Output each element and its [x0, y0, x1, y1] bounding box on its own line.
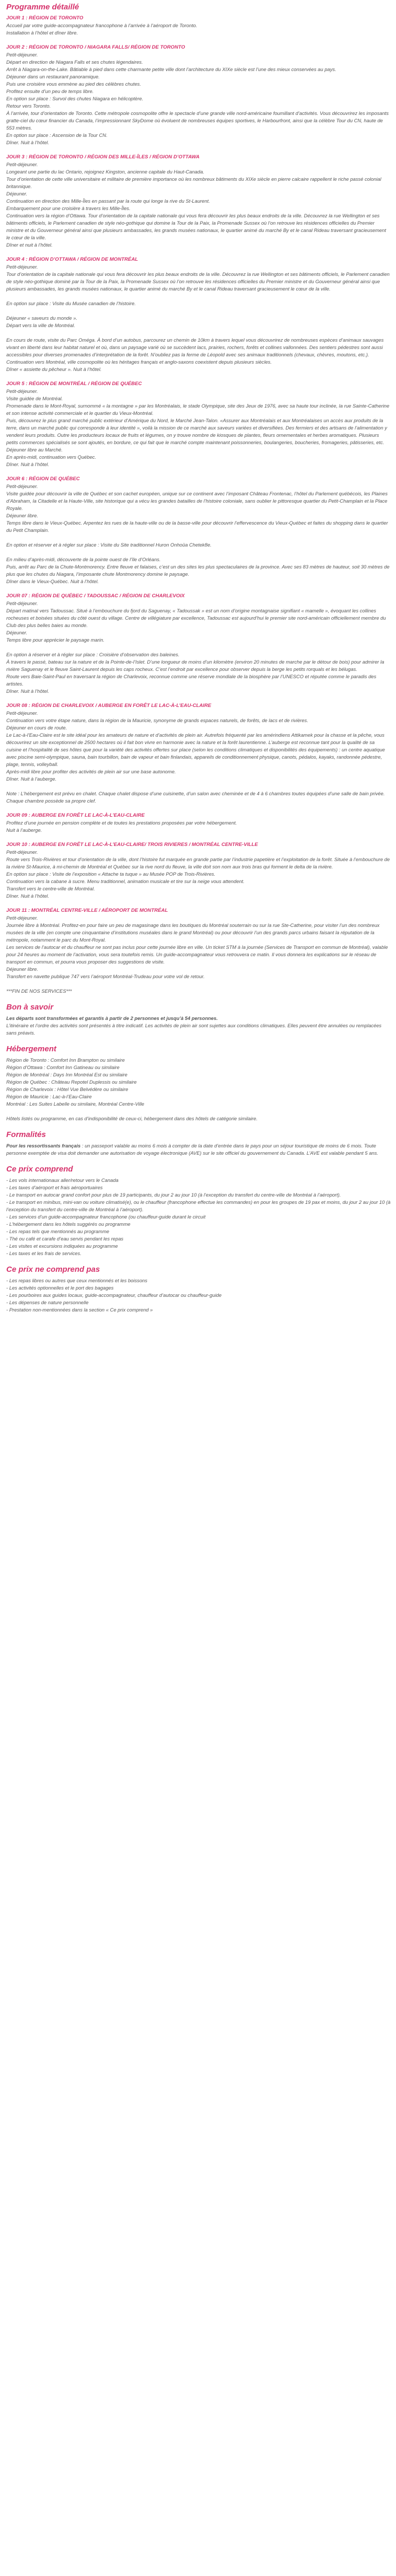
day-line: Dîner. Nuit à l’hôtel. [6, 893, 49, 899]
formalites-title: Formalités [6, 1130, 46, 1139]
day-section [6, 812, 391, 834]
day-line: En option et réserver et à régler sur place : Visite du Site traditionnel Huron Onhoüa Chetek8e. [6, 542, 212, 548]
day-line: Dîner. Nuit à l’hôtel. [6, 461, 49, 467]
day-line: Continuation vers votre étape nature, dans la région de la Mauricie, synonyme de grands espaces naturels, de forêts, de lacs et de rivières. [6, 717, 308, 723]
day-section [6, 256, 391, 373]
day-section [6, 154, 391, 249]
day-line: Petit-déjeuner. [6, 52, 38, 57]
day-section [6, 380, 391, 468]
day-line: Déjeuner « saveurs du monde ». [6, 315, 78, 321]
bon-a-savoir-line: Les départs sont transformées et garantis à partir de 2 personnes et jusqu’à 54 personnes. [6, 1015, 218, 1021]
day-line: Note : L’hébergement est prévu en chalet. Chaque chalet dispose d’une cuisinette, d’un salon avec cheminée et de 4 à 6 chambres toutes équipées d’une salle de bain privée. Chaque chambre possède sa propre clef. [6, 791, 385, 804]
day-line: Après-midi libre pour profiter des activités de plein air sur une base autonome. [6, 769, 176, 774]
spacer [6, 534, 391, 541]
day-title: JOUR 11 : MONTRÉAL CENTRE-VILLE / AÉROPORT DE MONTRÉAL [6, 908, 168, 913]
day-line: Journée libre à Montréal. Profitez-en pour faire un peu de magasinage dans les boutiques du Montréal souterrain ou sur la rue Ste-Catherine, pour visiter l’un des nombreux musées de la ville (en compte une cinquantaine d’institutions muséales dans le grand Montréal) ou pour découvrir l’un des grands parcs urbains faisant la réputation de la métropole, notamment le parc du Mont-Royal. [6, 922, 380, 943]
day-title: JOUR 5 : RÉGION DE MONTRÉAL / RÉGION DE QUÉBEC [6, 381, 142, 387]
hebergement-line: Région de Québec : Château Repotel Duplessis ou similaire [6, 1079, 137, 1085]
day-line: Continuation vers la cabane à sucre. Menu traditionnel, animation musicale et tire sur la neige vous attendent. [6, 878, 244, 884]
prix-comprend-title: Ce prix comprend [6, 1165, 73, 1174]
day-line: Continuation vers Montréal, ville cosmopolite où les héritages français et anglo-saxons coexistent depuis plusieurs siècles. [6, 359, 272, 365]
day-section [6, 15, 391, 37]
day-title: JOUR 6 : RÉGION DE QUÉBEC [6, 476, 80, 482]
day-line: Petit-déjeuner. [6, 161, 38, 167]
day-line: Nuit à l’auberge. [6, 827, 42, 833]
day-line: Dîner « assiette du pêcheur ». Nuit à l’hôtel. [6, 366, 102, 372]
day-line: Déjeuner. [6, 630, 28, 635]
day-title: JOUR 3 : RÉGION DE TORONTO / RÉGION DES MILLE-ÎLES / RÉGION D’OTTAWA [6, 154, 200, 160]
formalites-lead: Pour les ressortissants français [6, 1143, 81, 1148]
day-line: Continuation vers la région d’Ottawa. Tour d’orientation de la capitale nationale qui vous fera découvrir les plus beaux endroits de la ville. Découvrez la rue Wellington et ses bâtiments officiels, le Parlement canadien de style néo-gothique qui domine la Tour de la Paix, la Promenade Sussex où l’on retrouve les résidences officielles du Premier ministre et du Gouverneur général ainsi que plusieurs ambassades, les grands musées nationaux, le quartier animé du marché By et le canal Rideau traversant gracieusement le cœur de la ville. [6, 213, 386, 240]
day-line: Arrêt à Niagara-on-the-Lake. Bâtiable à pied dans cette charmante petite ville dont l’architecture du XIXe siècle est l’une des mieux conservées au pays. [6, 66, 336, 72]
day-title: JOUR 08 : RÉGION DE CHARLEVOIX / AUBERGE EN FORÊT LE LAC-À-L’EAU-CLAIRE [6, 703, 212, 709]
day-title: JOUR 1 : RÉGION DE TORONTO [6, 15, 84, 21]
day-line: Transfert en navette publique 747 vers l’aéroport Montréal-Trudeau pour votre vol de retour. [6, 973, 205, 979]
program-title: Programme détaillé [6, 3, 79, 11]
list-item: - Les vols internationaux aller/retour vers le Canada [6, 1177, 119, 1183]
day-line: En option à réserver et à régler sur place : Croisière d’observation des baleines. [6, 652, 180, 657]
day-line: Embarquement pour une croisière à travers les Mille-Îles. [6, 205, 131, 211]
day-line: Visite guidée pour découvrir la ville de Québec et son cachet européen, unique sur ce continent avec l’imposant Château Frontenac, l’hôtel du Parlement québécois, les Plaines d’Abraham, la Citadelle et la Haute-Ville, site historique qui a vécu les grandes batailles de l’histoire coloniale, sans oublier le pittoresque quartier du Petit-Champlain et la Place Royale. [6, 491, 388, 511]
list-item: - Les pourboires aux guides locaux, guide-accompagnateur, chauffeur d’autocar ou chauffeur-guide [6, 1292, 222, 1298]
day-section [6, 593, 391, 695]
spacer [6, 549, 391, 556]
spacer [6, 644, 391, 651]
day-section [6, 907, 391, 980]
bon-a-savoir-text [6, 1015, 391, 1037]
spacer [6, 329, 391, 336]
prix-ne-comprend-title: Ce prix ne comprend pas [6, 1265, 100, 1274]
day-line: Retour vers Toronto. [6, 103, 51, 109]
day-line: Petit-déjeuner. [6, 710, 38, 716]
day-line: Déjeuner dans un restaurant panoramique. [6, 74, 100, 79]
day-line: Route vers Trois-Rivières et tour d’orientation de la ville, dont l’histoire fut marquée en grande partie par l’industrie papetière et l’exploitation de la forêt. Située à l’embouchure de la rivière St-Maurice, à mi-chemin de Montréal et Québec sur la rive nord du fleuve, la ville doit son nom aux trois bras qui forment le delta de la rivière. [6, 856, 390, 869]
list-item: - L’hébergement dans les hôtels suggérés ou programme [6, 1221, 131, 1227]
day-line: Dîner. Nuit à l’hôtel. [6, 688, 49, 694]
day-title: JOUR 07 : RÉGION DE QUÉBEC / TADOUSSAC / RÉGION DE CHARLEVOIX [6, 593, 185, 599]
hebergement-line: Région de Mauricie : Lac-à-l’Eau-Claire [6, 1094, 92, 1099]
day-section [6, 841, 391, 900]
spacer [6, 1108, 391, 1115]
day-line: En option sur place : Visite de l’exposition « Attache ta tuque » au Musée POP de Trois-Rivières. [6, 871, 216, 877]
day-line: Profitez d’une journée en pension complète et de toutes les prestations proposées par votre hébergement. [6, 820, 237, 826]
day-title: JOUR 2 : RÉGION DE TORONTO / NIAGARA FALLS/ RÉGION DE TORONTO [6, 44, 185, 50]
day-line: Les services de l’autocar et du chauffeur ne sont pas inclus pour cette journée libre en ville. Un ticket STM à la journée (Services de Transport en commun de Montréal), valable pour 24 heures au moment de l’activation, vous sera toutefois remis. Un guide-accompagnateur vous retrouvera ce matin. Il vous donnera les explications sur le réseau de transport en commun, et pourra vous proposer des suggestions de visite. [6, 944, 388, 965]
list-item: - Prestation non-mentionnées dans la section « Ce prix comprend » [6, 1307, 153, 1313]
day-line: Route vers Baie-Saint-Paul en traversant la région de Charlevoix, reconnue comme une réserve mondiale de la biosphère par l’UNESCO et réputée comme le paradis des artistes. [6, 674, 377, 687]
day-line: Déjeuner libre. [6, 513, 38, 518]
day-section [6, 475, 391, 585]
day-line: Déjeuner libre. [6, 966, 38, 972]
day-line: Accueil par votre guide-accompagnateur francophone à l’arrivée à l’aéroport de Toronto. [6, 22, 197, 28]
day-line: Petit-déjeuner. [6, 388, 38, 394]
day-line: En option sur place : Survol des chutes Niagara en hélicoptère. [6, 96, 144, 101]
day-title: JOUR 09 : AUBERGE EN FORÊT LE LAC-À-L’EAU-CLAIRE [6, 813, 145, 818]
hebergement-line: Montréal : Les Suites Labelle ou similaire, Montréal Centre-Ville [6, 1101, 145, 1107]
day-section [6, 702, 391, 805]
day-line: Petit-déjeuner. [6, 915, 38, 921]
day-line: Déjeuner libre au Marché. [6, 447, 63, 452]
bon-a-savoir-title: Bon à savoir [6, 1003, 54, 1012]
day-line: Déjeuner en cours de route. [6, 725, 67, 730]
day-title: JOUR 4 : RÉGION D’OTTAWA / RÉGION DE MONTRÉAL [6, 257, 138, 262]
day-line: À l’arrivée, tour d’orientation de Toronto. Cette métropole cosmopolite offre le spectacle d’une grande ville nord-américaine foumillant d’activités. Vous découvrirez les imposants gratte-ciel du cœur financier du Canada, l’impressionnant SkyDome où évoluent de nombreuses équipes sportives, le Harbourfront, ainsi que la célèbre Tour du CN, haute de 553 mètres. [6, 110, 389, 131]
day-line: En option sur place : Visite du Musée canadien de l’histoire. [6, 300, 136, 306]
day-line: En option sur place : Ascension de la Tour CN. [6, 132, 108, 138]
spacer [6, 307, 391, 315]
day-line: En cours de route, visite du Parc Oméga. À bord d’un autobus, parcourez un chemin de 10km à travers lequel vous découvrirez de nombreuses espèces d’animaux sauvages vivant en liberté dans leur habitat naturel et où, dans un paysage varié où se succèdent lacs, prairies, rochers, forêts et collines vallonnées. Des sentiers pédestres sont aussi accessibles pour diverses promenades d’interprétation de la forêt. N’oubliez pas la ferme de Léopold avec ses animaux traditionnels (chevaux, chèvres, moutons, etc.). [6, 337, 384, 357]
end-of-services: ***FIN DE NOS SERVICES*** [6, 988, 72, 994]
day-line: Tour d’orientation de cette ville universitaire et militaire de première importance où les nombreux bâtiments du XIXe siècle en pierre calcaire rappellent le riche passé colonial britannique. [6, 176, 381, 189]
day-line: Dîner. Nuit à l’hôtel. [6, 140, 49, 145]
list-item: - Le transport en minibus, mini-van ou voiture climatisé(e), ou le chauffeur (francophone effectue les commandes) en pour les groupes de 19 pax et moins, du jour 2 au jour 10 (à l’exception du transfert du centre-ville de Montréal à l’aéroport). [6, 1199, 391, 1212]
day-line: En milieu d’après-midi, découverte de la pointe ouest de l’île d’Orléans. [6, 556, 161, 562]
hebergement-list [6, 1057, 391, 1122]
day-line: Départ en direction de Niagara Falls et ses chutes légendaires. [6, 59, 143, 65]
day-line: Petit-déjeuner. [6, 264, 38, 270]
day-line: Installation à l’hôtel et dîner libre. [6, 30, 78, 36]
list-item: - Les visites et excursions indiquées au programme [6, 1243, 118, 1249]
day-line: Départ matinal vers Tadoussac. Situé à l’embouchure du fjord du Saguenay, « Tadoussak » est un nom d’origine montagnaise signifiant « mamelle », évoquant les collines rocheuses et boisées situées du côté ouest du village. Centre de villégiature par excellence, Tadoussac est aujourd’hui le premier site nord-américain officiellement membre du Club des plus belles baies au monde. [6, 608, 386, 628]
hebergement-line: Région de Toronto : Comfort Inn Brampton ou similaire [6, 1057, 125, 1063]
hebergement-line: Région d’Ottawa : Comfort Inn Gatineau ou similaire [6, 1064, 120, 1070]
list-item: - Les taxes d’aéroport et frais aéroportuaires [6, 1185, 103, 1190]
list-item: - Le transport en autocar grand confort pour plus de 19 participants, du jour 2 au jour 10 (à l’exception du transfert du centre-ville de Montréal à l’aéroport). [6, 1192, 341, 1198]
spacer [6, 783, 391, 790]
program-days [6, 15, 391, 980]
hebergement-title: Hébergement [6, 1045, 56, 1053]
day-line: Tour d’orientation de la capitale nationale qui vous fera découvrir les plus beaux endroits de la ville. Découvrez la rue Wellington et ses bâtiments officiels, le Parlement canadien de style néo-gothique dominé par la Tour de la Paix, la Promenade Sussex où l’on retrouve les résidences officielles du Premier ministre et du Gouverneur général ainsi que plusieurs ambassades, les grands musées nationaux, le quartier animé du marché By et le canal Rideau traversant gracieusement le cœur de la ville. [6, 271, 390, 292]
prix-comprend-list [6, 1177, 391, 1257]
day-line: Temps libre dans le Vieux-Québec. Arpentez les rues de la haute-ville ou de la basse-ville pour découvrir l’effervescence du Vieux-Québec et faites du shopping dans le quartier du Petit Champlain. [6, 520, 388, 533]
day-line: Longeant une partie du lac Ontario, rejoignez Kingston, ancienne capitale du Haut-Canada. [6, 169, 204, 175]
day-line: Puis, arrêt au Parc de la Chute-Montmorency. Entre fleuve et falaises, c’est un des sites les plus spectaculaires de la province. Avec ses 83 mètres de hauteur, soit 30 mètres de plus que les chutes du Niagara, l’imposante chute Montmorency domine le paysage. [6, 564, 390, 577]
list-item: - Thé ou café et carafe d’eau servis pendant les repas [6, 1236, 124, 1241]
day-line: Transfert vers le centre-ville de Montréal. [6, 886, 95, 891]
day-line: Petit-déjeuner. [6, 849, 38, 855]
list-item: - Les dépenses de nature personnelle [6, 1299, 89, 1305]
day-line: Petit-déjeuner. [6, 600, 38, 606]
day-line: Dîner dans le Vieux-Québec. Nuit à l’hôtel. [6, 578, 99, 584]
day-line: Déjeuner. [6, 191, 28, 196]
hebergement-line: Région de Montréal : Days Inn Montréal Est ou similaire [6, 1072, 127, 1077]
day-line: Dîner. Nuit à l’auberge. [6, 776, 57, 782]
hebergement-line: Région de Charlevoix : Hôtel Vue Belvédère ou similaire [6, 1086, 129, 1092]
day-line: À travers le passé, bateau sur la nature et de la Pointe-de-l’Islet. D’une longueur de moins d’un kilomètre (environ 20 minutes de marche par le détour de bois) pour admirer la rivière Saguenay et le fleuve Saint-Laurent depuis les caps rocheux. C’est l’endroit par excellence pour observer depuis la berge les petits rorquals et les bélugas. [6, 659, 385, 672]
list-item: - Les activités optionnelles et le port des bagages [6, 1285, 114, 1291]
bon-a-savoir-line: L’itinéraire et l’ordre des activités sont présentés à titre indicatif. Les activités de plein air sont sujettes aux conditions climatiques. Elles peuvent être annulées ou remplacées sans préavis. [6, 1023, 382, 1036]
formalites-body: : un passeport valable au moins 6 mois à compter de la date d’entrée dans le pays pour un séjour touristique de moins de 6 mois. Toute personne exemptée de visa doit demander une autorisation de voyage électronique (AVE) sur le site officiel du gouvernement du Canada. L’AVE est valable pendant 5 ans. [6, 1143, 378, 1156]
list-item: - Les taxes et les frais de services. [6, 1250, 81, 1256]
day-line: Dîner et nuit à l’hôtel. [6, 242, 53, 248]
day-line: Profitez ensuite d’un peu de temps libre. [6, 88, 94, 94]
day-line: Le Lac-à-l’Eau-Claire est le site idéal pour les amateurs de nature et d’activités de plein air. Autrefois fréquenté par les amérindiens Attikamek pour la chasse et la pêche, vous découvrirez un site exceptionnel de 2500 hectares où il fait bon vivre en harmonie avec la nature et la forêt laurentienne. L’auberge est reconnue tant pour la qualité de sa cuisine et l’hospitalité de ses hôtes que pour la variété des activités offertes sur place (selon les conditions climatiques et disponibilités des équipements) : un centre aquatique avec piscine semi-olympique, sauna, bain tourbillon, bain de vapeur et bain finlandais, appareils de conditionnement physique, canots, pédalos, kayaks, randonnée pédestre, plage, tennis, volleyball. [6, 732, 385, 767]
formalites-text [6, 1142, 391, 1157]
spacer [6, 293, 391, 300]
day-line: Visite guidée de Montréal. [6, 396, 63, 401]
day-line: Puis une croisière vous emmène au pied des célèbres chutes. [6, 81, 141, 87]
day-line: Promenade dans le Mont-Royal, surnommé « la montagne » par les Montréalais, le stade Olympique, site des Jeux de 1976, avec sa haute tour inclinée, la rue Sainte-Catherine et son intense activité commerciale et le quartier du Vieux-Montréal. [6, 403, 390, 416]
day-line: Temps libre pour apprécier le paysage marin. [6, 637, 104, 643]
day-line: Petit-déjeuner. [6, 483, 38, 489]
day-line: Continuation en direction des Mille-Îles en passant par la route qui longe la rive du St-Laurent. [6, 198, 210, 204]
prix-ne-comprend-list [6, 1277, 391, 1314]
day-line: Départ vers la ville de Montréal. [6, 322, 75, 328]
day-section [6, 44, 391, 146]
day-title: JOUR 10 : AUBERGE EN FORÊT LE LAC-À-L’EAU-CLAIRE/ TROIS RIVIERES / MONTRÉAL CENTRE-VILLE [6, 842, 258, 848]
day-line: En après-midi, continuation vers Québec. [6, 454, 96, 460]
list-item: - Les repas tels que mentionnés au programme [6, 1228, 109, 1234]
list-item: - Les repas libres ou autres que ceux mentionnés et les boissons [6, 1278, 147, 1283]
day-line: Puis, découvrez le plus grand marché public extérieur d’Amérique du Nord, le Marché Jean-Talon. «Assurer aux Montréalais et aux Montréalaises un accès aux produits de la terre, dans un marché public qui corresponde à leur identité », voilà la mission de ce marché aux saveurs variées et diversifiées. Des fermiers et des artisans de l’alimentation y vendent leurs produits. Outre les producteurs locaux de fruits et légumes, on y trouve nombre de kiosques de plantes, fleurs ornementales et herbes aromatiques. Plusieurs petits commerces spécialisés se sont ajoutés, en bordure, ce qui fait que le marché compte maintenant poissonneries, boulangeries, boucheries, fromageries, pâtisseries, etc. [6, 417, 387, 445]
list-item: - Les services d’un guide-accompagnateur francophone (ou chauffeur-guide durant le circuit [6, 1214, 206, 1220]
hebergement-line: Hôtels listés ou programme, en cas d’indisponibilité de ceux-ci, hébergement dans des hôtels de catégorie similaire. [6, 1116, 258, 1121]
